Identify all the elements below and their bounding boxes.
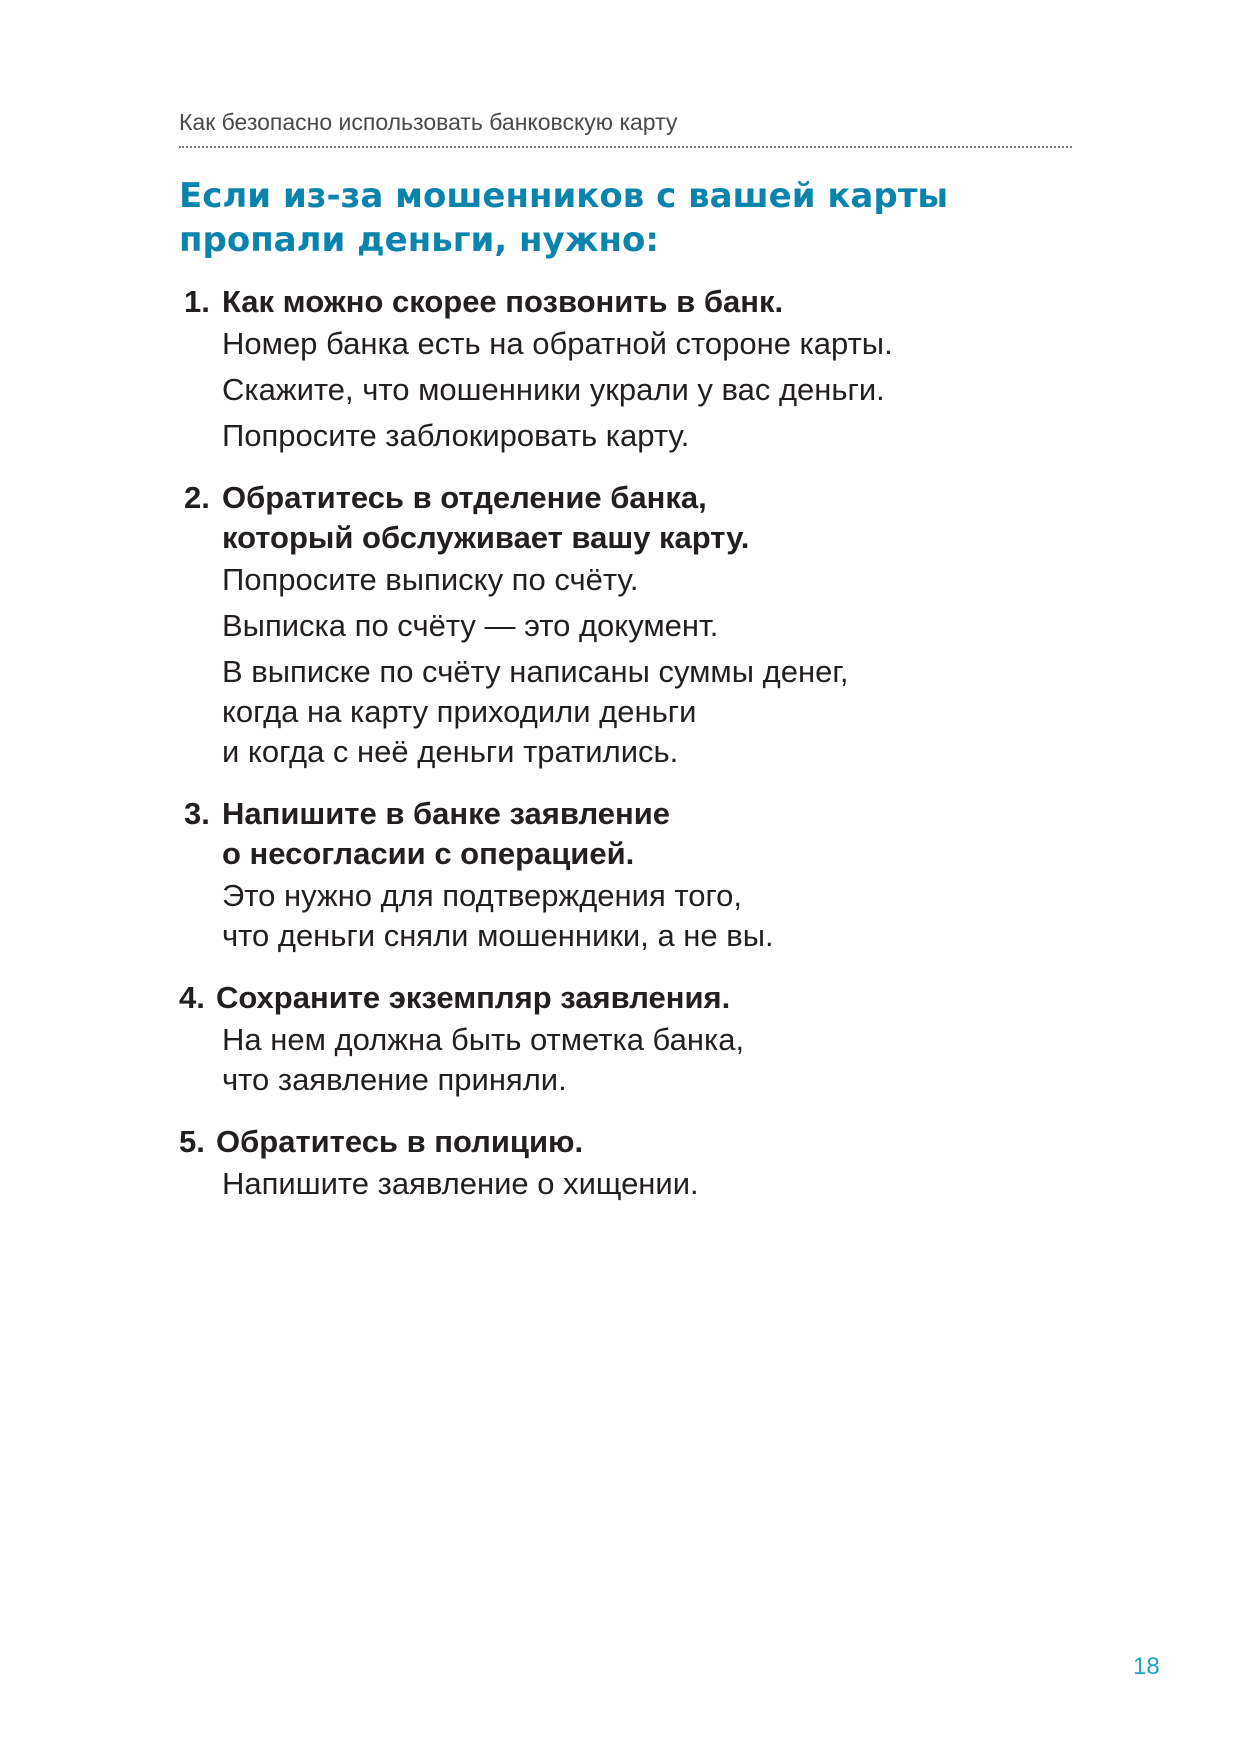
step-paragraph [222,1020,1079,1100]
step-text-line: и когда с неё деньги тратились. [222,734,679,769]
step-text-line: Напишите заявление о хищении. [222,1166,699,1201]
step-text-line: Выписка по счёту — это документ. [222,608,719,643]
step-title: Сохраните экземпляр заявления. [216,980,731,1015]
step-paragraph [222,1164,1079,1204]
step-number: 4. [179,980,205,1015]
step-text-line: Скажите, что мошенники украли у вас деньги. [222,372,885,407]
step-2 [179,478,1079,772]
step-title: Как можно скорее позвонить в банк. [222,284,784,319]
step-1 [179,282,1079,456]
step-paragraph [222,876,1079,956]
step-title: который обслуживает вашу карту. [222,520,750,555]
header-divider [179,146,1072,148]
heading-line: пропали деньги, нужно: [179,220,659,260]
step-text-line: что деньги сняли мошенники, а не вы. [222,918,774,953]
page-heading [179,174,1079,262]
step-paragraph [222,652,1079,772]
step-4 [179,978,1079,1100]
step-title: о несогласии с операцией. [222,836,635,871]
step-paragraph [222,370,1079,410]
step-text-line: Номер банка есть на обратной стороне карты. [222,326,893,361]
step-paragraph [222,416,1079,456]
step-title: Обратитесь в полицию. [216,1124,584,1159]
step-number: 1. [184,284,210,319]
step-number: 2. [184,480,210,515]
step-title: Обратитесь в отделение банка, [222,480,707,515]
step-3 [179,794,1079,956]
step-paragraph [222,606,1079,646]
step-number: 3. [184,796,210,831]
step-text-line: когда на карту приходили деньги [222,694,697,729]
step-title: Напишите в банке заявление [222,796,671,831]
step-text-line: В выписке по счёту написаны суммы денег, [222,654,849,689]
step-paragraph [222,324,1079,364]
step-number: 5. [179,1124,205,1159]
step-text-line: Это нужно для подтверждения того, [222,878,742,913]
step-text-line: Попросите выписку по счёту. [222,562,639,597]
step-text-line: На нем должна быть отметка банка, [222,1022,745,1057]
steps-list [179,282,1079,1226]
heading-line: Если из-за мошенников с вашей карты [179,176,949,216]
running-header: Как безопасно использовать банковскую карту [179,109,678,135]
step-5 [179,1122,1079,1204]
page-number: 18 [1133,1653,1160,1680]
step-text-line: Попросите заблокировать карту. [222,418,690,453]
step-paragraph [222,560,1079,600]
step-text-line: что заявление приняли. [222,1062,567,1097]
